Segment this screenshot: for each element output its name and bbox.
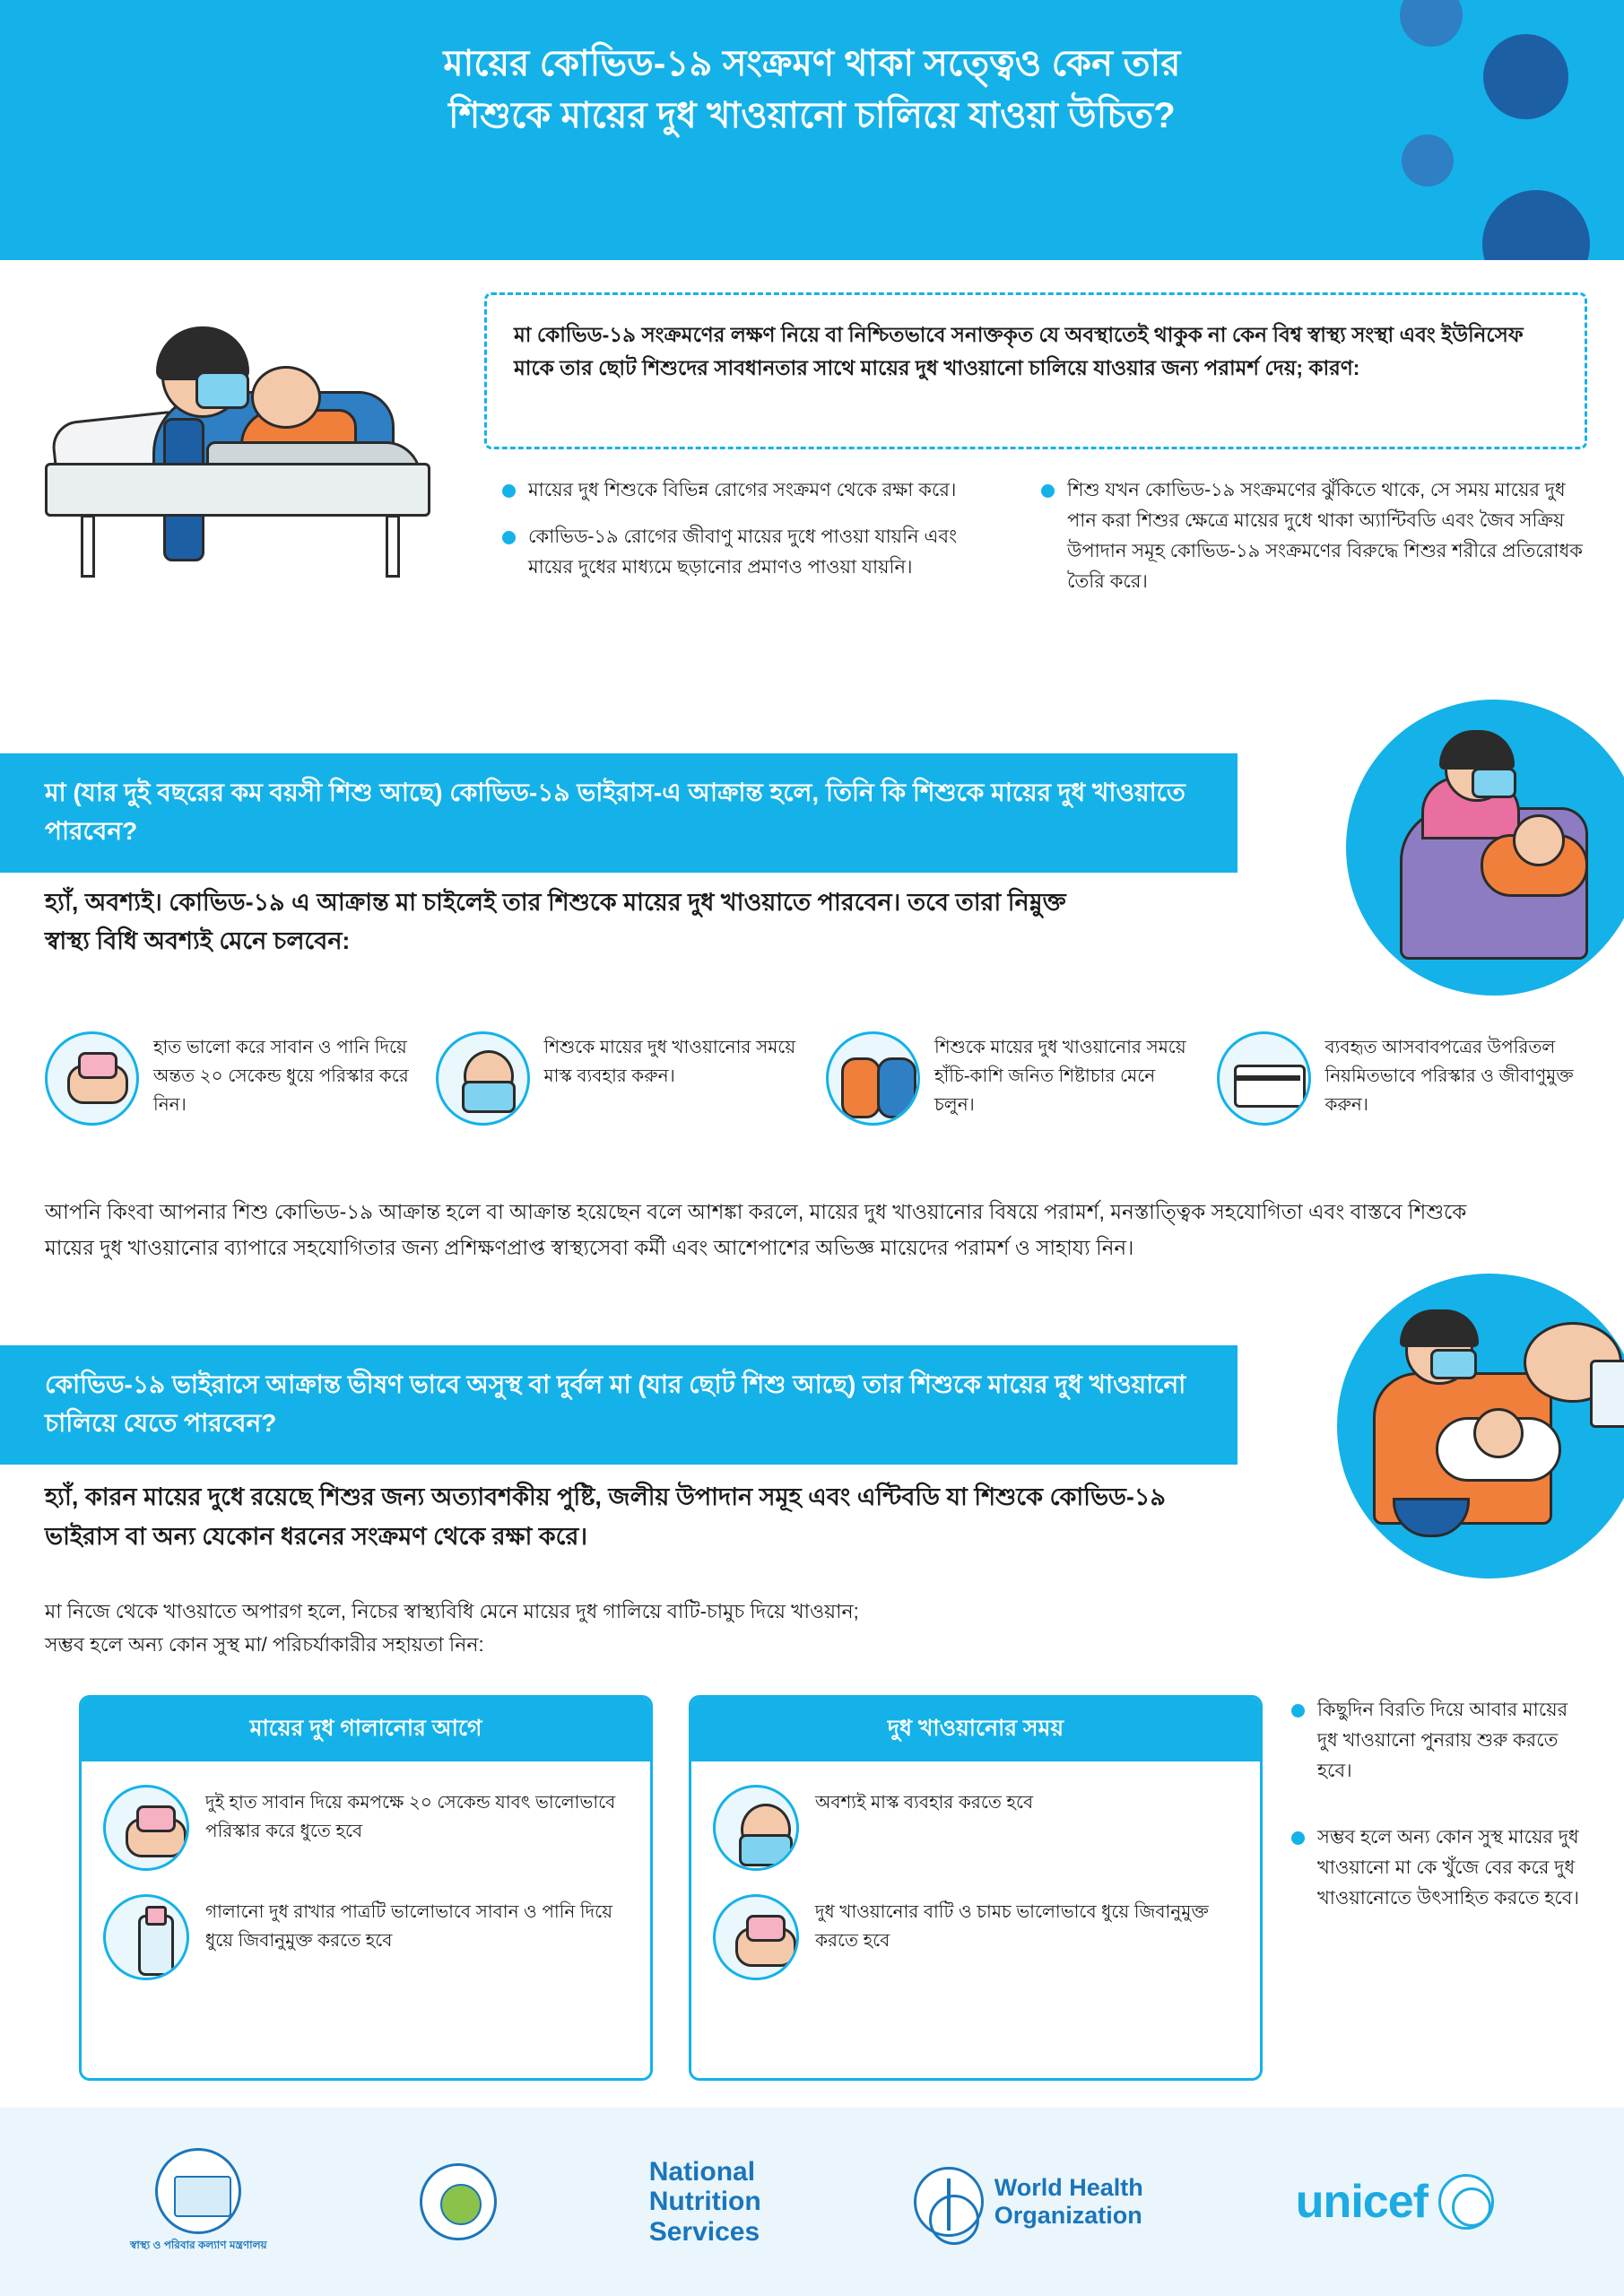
section3-band <box>0 1345 1238 1465</box>
list-item <box>103 1894 629 1980</box>
hfnsp-emblem-icon <box>155 2148 241 2234</box>
list-item-text: শিশুকে মায়ের দুধ খাওয়ানোর সময়ে হাঁচি-কাশি জনিত শিষ্টাচার মেনে চলুন। <box>934 1038 1186 1115</box>
list-item <box>1041 475 1592 597</box>
nns-line-2: Nutrition <box>648 2187 761 2217</box>
right-bullet-list <box>1291 1695 1587 1930</box>
government-emblem-icon <box>420 2163 497 2240</box>
list-item-text: অবশ্যই মাস্ক ব্যবহার করতে হবে <box>815 1793 1034 1813</box>
card-during-feeding <box>689 1695 1263 2081</box>
list-item-text: গালানো দুধ রাখার পাত্রটি ভালোভাবে সাবান ও পানি দিয়ে ধুয়ে জিবানুমুক্ত করতে হবে <box>205 1902 612 1952</box>
intro-bullet-columns <box>502 475 1592 613</box>
bullet-dot-icon <box>1041 484 1055 498</box>
virus-decoration-icon <box>1482 190 1590 260</box>
list-item <box>502 475 1003 506</box>
handwash-icon <box>45 1031 139 1126</box>
bullet-dot-icon <box>502 484 516 498</box>
intro-bullets-right <box>1041 475 1592 613</box>
unicef-emblem-icon <box>1438 2174 1494 2230</box>
list-item <box>1217 1031 1588 1126</box>
face-mask-icon <box>436 1031 530 1126</box>
who-line-2: Organization <box>994 2202 1142 2229</box>
section3-band-text: কোভিড-১৯ ভাইরাসে আক্রান্ত ভীষণ ভাবে অসুস্থ বা দুর্বল মা (যার ছোট শিশু আছে) তার শিশুকে মায়ের দুধ খাওয়ানো চালিয়ে যেতে পারবেন? <box>45 1370 1186 1438</box>
list-item <box>103 1785 629 1871</box>
section2-band <box>0 753 1238 873</box>
hfnsp-logo-caption: স্বাস্থ্য ও পরিবার কল্যাণ মন্ত্রণালয় <box>130 2239 267 2251</box>
list-item-text: হাত ভালো করে সাবান ও পানি দিয়ে অন্তত ২০ সেকেন্ড ধুয়ে পরিস্কার করে নিন। <box>153 1038 409 1115</box>
list-item <box>826 1031 1197 1126</box>
unicef-wordmark: unicef <box>1295 2176 1428 2228</box>
unicef-logo <box>1296 2174 1494 2230</box>
section2-lead-text: হ্যাঁ, অবশ্যই। কোভিড-১৯ এ আক্রান্ত মা চাইলেই তার শিশুকে মায়ের দুধ খাওয়াতে পারবেন। তবে তারা নিম্নুক্ত স্বাস্থ্য বিধি অবশ্যই মেনে চলবেন: <box>45 889 1066 955</box>
list-item-text: কোভিড-১৯ রোগের জীবাণু মায়ের দুধে পাওয়া যায়নি এবং মায়ের দুধের মাধ্যমে ছড়ানোর প্রমাণও পাওয়া যায়নি। <box>528 526 958 578</box>
bullet-dot-icon <box>1291 1704 1305 1718</box>
list-item-text: কিছুদিন বিরতি দিয়ে আবার মায়ের দুধ খাওয়ানো পুনরায় শুরু করতে হবে। <box>1317 1700 1568 1782</box>
who-emblem-icon <box>914 2167 984 2237</box>
list-item <box>45 1031 416 1126</box>
list-item-text: সম্ভব হলে অন্য কোন সুস্থ মায়ের দুধ খাওয়ানো মা কে খুঁজে বের করে দুধ খাওয়ানোতে উৎসাহিত করতে হবে। <box>1317 1827 1580 1909</box>
list-item <box>713 1894 1238 1980</box>
header-banner <box>0 0 1624 260</box>
list-item-text: শিশু যখন কোভিড-১৯ সংক্রমণের ঝুঁকিতে থাকে, সে সময় মায়ের দুধ পান করা শিশুর ক্ষেত্রে মায়ের দুধে থাকা অ্যান্টিবডি এবং জৈব সক্রিয় উপাদান সমূহ কোভিড-১৯ সংক্রমণের বিরুদ্ধে শিশুর শরীরে প্রতিরোধক তৈরি করে। <box>1067 480 1583 593</box>
intro-callout-box <box>484 292 1587 449</box>
section2-band-text: মা (যার দুই বছরের কম বয়সী শিশু আছে) কোভিড-১৯ ভাইরাস-এ আক্রান্ত হলে, তিনি কি শিশুকে মায়ের দুধ খাওয়াতে পারবেন? <box>45 778 1185 846</box>
face-mask-icon <box>713 1785 799 1871</box>
clean-furniture-icon <box>1217 1031 1311 1126</box>
list-item <box>1291 1695 1587 1787</box>
list-item-text: দুধ খাওয়ানোর বাটি ও চামচ ভালোভাবে ধুয়ে জিবানুমুক্ত করতে হবে <box>815 1902 1209 1952</box>
mother-breastfeeding-in-bed-illustration <box>27 283 448 660</box>
bullet-dot-icon <box>502 531 516 544</box>
handwash-icon <box>103 1785 189 1871</box>
card-before-title: মায়ের দুধ গালানোর আগে <box>82 1698 650 1761</box>
clean-container-icon <box>103 1894 189 1980</box>
section3-subtext-line-2: সম্ভব হলে অন্য কোন সুস্থ মা/ পরিচর্যাকারীর সহায়তা নিন: <box>45 1633 484 1657</box>
bullet-dot-icon <box>1291 1831 1305 1845</box>
intro-text: মা কোভিড-১৯ সংক্রমণের লক্ষণ নিয়ে বা নিশ্চিতভাবে সনাক্তকৃত যে অবস্থাতেই থাকুক না কেন বিশ্ব স্বাস্থ্য সংস্থা এবং ইউনিসেফ মাকে তার ছোট শিশুদের সাবধানতার সাথে মায়ের দুধ খাওয়ানো চালিয়ে যাওয়ার জন্য পরামর্শ দেয়; কারণ: <box>514 323 1524 380</box>
world-health-organization-logo <box>914 2167 1143 2237</box>
nns-line-1: National <box>648 2156 756 2187</box>
list-item <box>502 522 1003 583</box>
cough-etiquette-icon <box>826 1031 920 1126</box>
card-before-expressing <box>79 1695 653 2081</box>
card-during-title: দুধ খাওয়ানোর সময় <box>691 1698 1260 1761</box>
section2-paragraph: আপনি কিংবা আপনার শিশু কোভিড-১৯ আক্রান্ত হলে বা আক্রান্ত হয়েছেন বলে আশঙ্কা করলে, মায়ের দুধ খাওয়ানোর বিষয়ে পরামর্শ, মনস্তাত্ত্বিক সহযোগিতা এবং বাস্তবে শিশুকে মায়ের দুধ খাওয়ানোর ব্যাপারে সহযোগিতার জন্য প্রশিক্ষণপ্রাপ্ত স্বাস্থ্যসেবা কর্মী এবং আশেপাশের অভিজ্ঞ মায়েদের পরামর্শ ও সাহায্য নিন। <box>45 1200 1467 1259</box>
mother-feeding-illustration-circle <box>1346 700 1624 996</box>
clean-bowl-spoon-icon <box>713 1894 799 1980</box>
section3-subtext-line-1: মা নিজে থেকে খাওয়াতে অপারগ হলে, নিচের স্বাস্থ্যবিধি মেনে মায়ের দুধ গালিয়ে বাটি-চামুচ দিয়ে খাওয়ান; <box>45 1600 859 1622</box>
page-title-line-2: শিশুকে মায়ের দুধ খাওয়ানো চালিয়ে যাওয়া উচিত? <box>448 96 1176 135</box>
list-item <box>713 1785 1238 1871</box>
intro-bullets-left <box>502 475 1003 613</box>
hygiene-steps-row <box>45 1031 1587 1126</box>
who-line-1: World Health <box>994 2173 1143 2201</box>
list-item <box>436 1031 807 1126</box>
section3-lead-text: হ্যাঁ, কারন মায়ের দুধে রয়েছে শিশুর জন্য অত্যাবশকীয় পুষ্টি, জলীয় উপাদান সমূহ এবং এন্টিবডি যা শিশুকে কোভিড-১৯ ভাইরাস বা অন্য যেকোন ধরনের সংক্রমণ থেকে রক্ষা করে। <box>45 1483 1166 1550</box>
hfnsp-logo <box>130 2148 267 2256</box>
section3-subtext <box>45 1595 1255 1662</box>
nns-line-3: Services <box>648 2216 760 2247</box>
list-item <box>1291 1822 1587 1914</box>
page-title-line-1: মায়ের কোভিড-১৯ সংক্রমণ থাকা সত্ত্বেও কেন তার <box>443 44 1181 83</box>
page-title <box>0 38 1624 142</box>
virus-decoration-icon <box>1402 135 1454 187</box>
list-item-text: শিশুকে মায়ের দুধ খাওয়ানোর সময়ে মাস্ক ব্যবহার করুন। <box>543 1038 796 1086</box>
list-item-text: ব্যবহৃত আসবাবপত্রের উপরিতল নিয়মিতভাবে পরিস্কার ও জীবাণুমুক্ত করুন। <box>1324 1038 1574 1115</box>
intro-section <box>0 260 1624 718</box>
list-item-text: মায়ের দুধ শিশুকে বিভিন্ন রোগের সংক্রমণ থেকে রক্ষা করে। <box>528 480 957 500</box>
national-nutrition-services-logo <box>649 2157 761 2248</box>
list-item-text: দুই হাত সাবান দিয়ে কমপক্ষে ২০ সেকেন্ড যাবৎ ভালোভাবে পরিস্কার করে ধুতে হবে <box>205 1793 616 1842</box>
expressing-milk-illustration-circle <box>1337 1274 1624 1578</box>
footer-logos <box>0 2108 1624 2296</box>
government-logo <box>420 2163 497 2240</box>
